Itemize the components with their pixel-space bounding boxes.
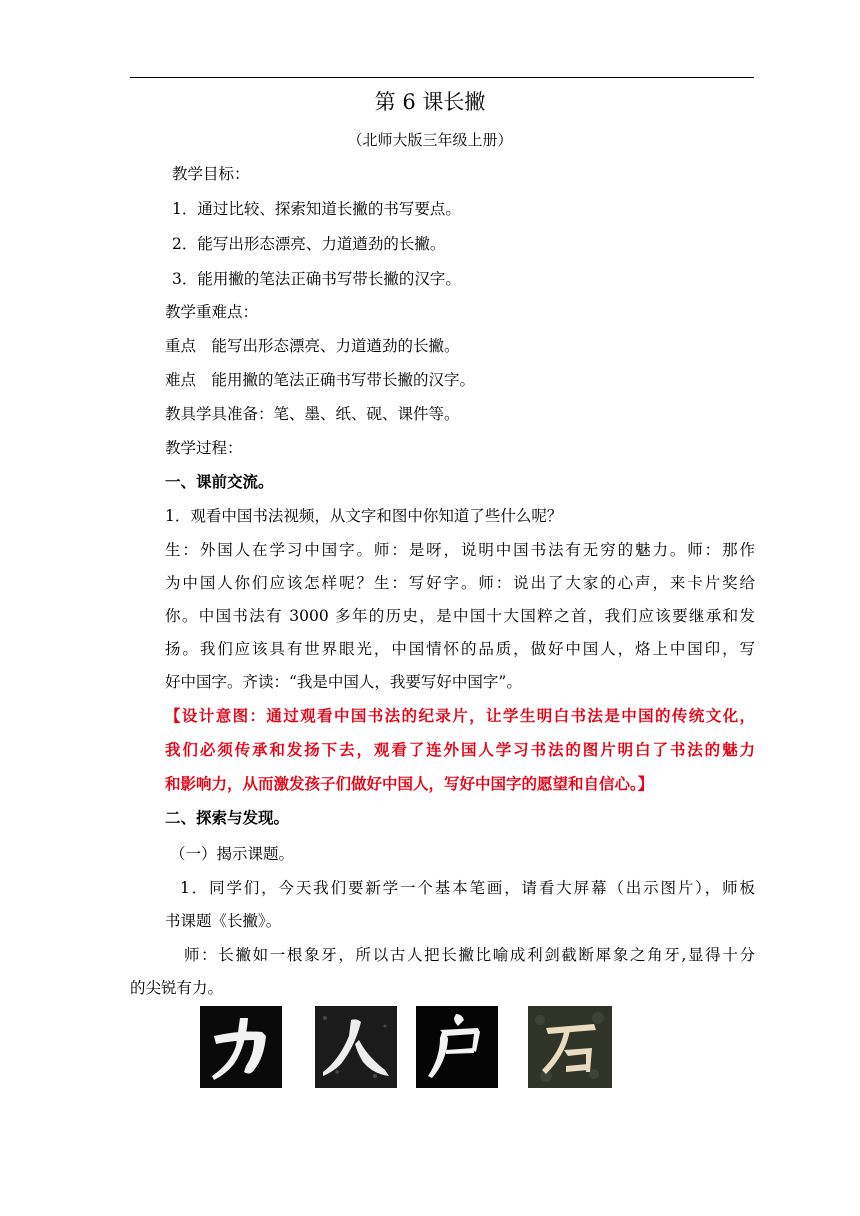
paragraph-line: 1．同学们，今天我们要新学一个基本笔画，请看大屏幕（出示图片），师板	[180, 879, 755, 897]
paragraph-line: 扬。我们应该具有世界眼光，中国情怀的品质，做好中国人，烙上中国印，写	[165, 640, 755, 658]
process-heading: 教学过程：	[165, 439, 243, 457]
objective-item: 1．通过比较、探索知道长撇的书写要点。	[172, 200, 461, 218]
paragraph-line: 为中国人你们应该怎样呢？生：写好字。师：说出了大家的心声，来卡片奖给	[165, 574, 755, 592]
difficult-point: 难点 能用撇的笔法正确书写带长撇的汉字。	[165, 371, 476, 389]
subsection-heading: （一）揭示课题。	[170, 845, 295, 863]
design-intent-line: 【设计意图：通过观看中国书法的纪录片，让学生明白书法是中国的传统文化，	[165, 707, 755, 725]
paragraph-line: 好中国字。齐读：“我是中国人，我要写好中国字”。	[165, 673, 522, 691]
key-points-heading: 教学重难点：	[165, 303, 259, 321]
design-intent-line: 和影响力，从而激发孩子们做好中国人，写好中国字的愿望和自信心。】	[165, 775, 654, 793]
section1-question: 1．观看中国书法视频，从文字和图中你知道了些什么呢？	[165, 507, 563, 525]
paragraph-line: 的尖锐有力。	[130, 979, 224, 997]
calligraphy-image-ru	[315, 1006, 397, 1088]
objective-item: 3．能用撇的笔法正确书写带长撇的汉字。	[172, 270, 461, 288]
objectives-heading: 教学目标：	[172, 165, 250, 183]
paragraph-line: 师：长撇如一根象牙，所以古人把长撇比喻成利剑截断犀象之角牙,显得十分	[184, 946, 755, 964]
key-point: 重点 能写出形态漂亮、力道遒劲的长撇。	[165, 337, 460, 355]
design-intent-line: 我们必须传承和发扬下去，观看了连外国人学习书法的图片明白了书法的魅力	[165, 741, 755, 759]
paragraph-line: 书课题《长撇》。	[165, 912, 282, 930]
paragraph-line: 生：外国人在学习中国字。师：是呀，说明中国书法有无穷的魅力。师：那作	[165, 541, 755, 559]
paragraph-line: 你。中国书法有 3000 多年的历史，是中国十大国粹之首，我们应该要继承和发	[165, 607, 755, 625]
objective-item: 2．能写出形态漂亮、力道遒劲的长撇。	[172, 235, 446, 253]
calligraphy-image-li	[200, 1006, 282, 1088]
page-subtitle: （北师大版三年级上册）	[347, 131, 513, 149]
section2-heading: 二、探索与发现。	[165, 809, 290, 827]
section1-heading: 一、课前交流。	[165, 473, 274, 491]
materials: 教具学具准备：笔、墨、纸、砚、课件等。	[165, 405, 460, 423]
page-title: 第 6 课长撇	[374, 90, 486, 114]
header-rule	[130, 77, 754, 78]
calligraphy-image-hu	[416, 1006, 498, 1088]
calligraphy-image-shi	[528, 1006, 612, 1088]
